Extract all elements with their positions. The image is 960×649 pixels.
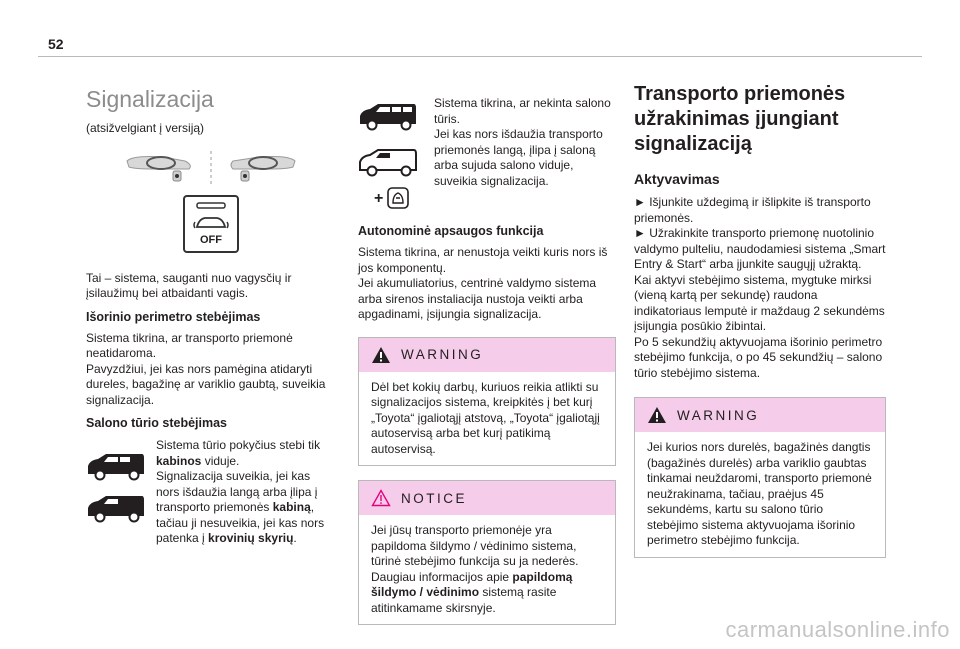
warning-box-2	[634, 397, 886, 558]
steering-wheel-left-icon	[123, 151, 199, 185]
auto-protection-heading: Autonominė apsaugos funkcija	[358, 224, 544, 238]
perimeter-text: Sistema tikrina, ar transporto priemonė neatidaroma. Pavyzdžiui, jei kas nors pamėgina atidaryti dureles, bagažinę ar variklio gaubtą, suveikia signalizacija.	[86, 330, 326, 407]
notice-box	[358, 480, 616, 625]
notice-text-2: sistemą rasite atitinkamame skirsnyje.	[371, 585, 557, 615]
notice-text-1: Jei jūsų transporto priemonėje yra papildoma šildymo / vėdinimo sistema, tūrinė stebėjimo funkcija su ja nederės. Daugiau informacijos apie	[371, 523, 579, 584]
van-illustrations	[86, 438, 146, 547]
interior-heading: Salono tūrio stebėjimas	[86, 416, 228, 430]
van-short-icon	[86, 452, 146, 482]
intro-text: Tai – sistema, sauganti nuo vagysčių ir įsilaužimų bei atbaidanti vagis.	[86, 270, 292, 300]
warning-box	[358, 337, 616, 467]
auto-protection-text: Sistema tikrina, ar nenustoja veikti kuris nors iš jos komponentų. Jei akumuliatorius, centrinė valdymo sistema arba sirenos instaliacija nustoja veikti arba apgadinami, įsijungia signalizacija.	[358, 245, 608, 321]
warning-text: Dėl bet kokių darbų, kuriuos reikia atlikti su signalizacijos sistema, kreipkitės į bet kurį „Toyota“ įgaliotąjį atstovą, „Toyota“ įgaliotąjį autoservisą arba bet kurį patikimą autoservisą.	[371, 379, 600, 456]
minivan-icon	[358, 102, 418, 132]
off-label: OFF	[200, 233, 222, 246]
warning-text-2: Jei kurios nors durelės, bagažinės dangtis (bagažinės durelės) arba variklio gaubtas tinkamai neuždaromi, transporto priemonė neužrakinama, tačiau, praėjus 45 sekundėms, kartu su salono tūrio stebėjimo sistema aktyvuojama išorinio perimetro stebėjimo funkcija.	[647, 440, 872, 547]
watermark: carmanualsonline.info	[725, 617, 950, 642]
version-note: (atsižvelgiant į versiją)	[86, 121, 205, 135]
minivan-cabin-icon	[358, 148, 418, 178]
warning-label-2: WARNING	[677, 407, 760, 423]
warning-label: WARNING	[401, 347, 484, 362]
warning-triangle-icon	[371, 346, 391, 364]
cabin-text: Sistema tikrina, ar nekinta salono tūris. Jei kas nors išdaužia transporto priemonės langą, įlipa į saloną arba sujuda salono viduje, suveikia signalizacija.	[434, 96, 611, 188]
column-1	[86, 80, 336, 547]
column-2	[358, 80, 616, 625]
locking-title: Transporto priemonės užrakinimas įjungiant signalizaciją	[634, 83, 846, 155]
interior-text-bold-2: kabiną	[272, 500, 311, 514]
warning-triangle-icon	[647, 406, 667, 424]
notice-triangle-icon	[371, 489, 391, 507]
activation-heading: Aktyvavimas	[634, 171, 720, 187]
notice-header	[359, 481, 615, 515]
heater-plus-icon	[374, 186, 414, 210]
interior-monitoring-row	[86, 438, 336, 547]
divider-dashed	[209, 151, 213, 185]
svg-text:+: +	[374, 190, 384, 207]
notice-text-bold: papildomą šildymo / vėdinimo	[371, 569, 573, 599]
page-number: 52	[48, 36, 64, 52]
interior-text-bold-3: krovinių skyrių	[208, 531, 294, 545]
notice-label: NOTICE	[401, 490, 468, 506]
steering-wheel-right-icon	[223, 151, 299, 185]
van-long-icon	[86, 494, 146, 524]
warning-header	[359, 338, 615, 372]
cabin-monitoring-row	[358, 96, 616, 210]
notice-text	[359, 515, 615, 624]
interior-text-4: .	[293, 531, 297, 545]
steering-illustrations	[86, 151, 336, 185]
activation-text: ► Išjunkite uždegimą ir išlipkite iš transporto priemonės. ► Užrakinkite transporto priemonę nuotolinio valdymo pulteliu, naudodamiesi sistema „Smart Entry & Start“ arba įjunkite saugųjį užraktą. Kai aktyvi stebėjimo sistema, mygtuke mirksi (vieną kartą per sekundę) raudona indikatoriaus lemputė ir maždaug 2 sekundėms įsijungia posūkio žibintai. Po 5 sekundžių aktyvuojama išorinio perimetro stebėjimo funkcija, o po 45 sekundžių – salono tūrio stebėjimo sistema.	[634, 195, 886, 380]
interior-text-bold-1: kabinos	[156, 453, 202, 468]
section-title: Signalizacija	[86, 86, 214, 112]
cabin-van-illustrations	[358, 96, 424, 210]
column-3	[634, 80, 886, 558]
interior-text-3: , tačiau ji nesuveikia, jei kas nors patenka į	[156, 500, 325, 545]
perimeter-heading: Išorinio perimetro stebėjimas	[86, 309, 261, 324]
warning-header-2	[635, 398, 885, 432]
interior-text	[156, 438, 336, 547]
alarm-off-button-icon	[183, 195, 239, 253]
top-rule	[38, 56, 922, 57]
interior-text-1: Sistema tūrio pokyčius stebi tik	[156, 438, 321, 452]
interior-text-2: viduje. Signalizacija suveikia, jei kas nors išdaužia langą arba įlipa į transporto priemonės	[156, 453, 318, 514]
